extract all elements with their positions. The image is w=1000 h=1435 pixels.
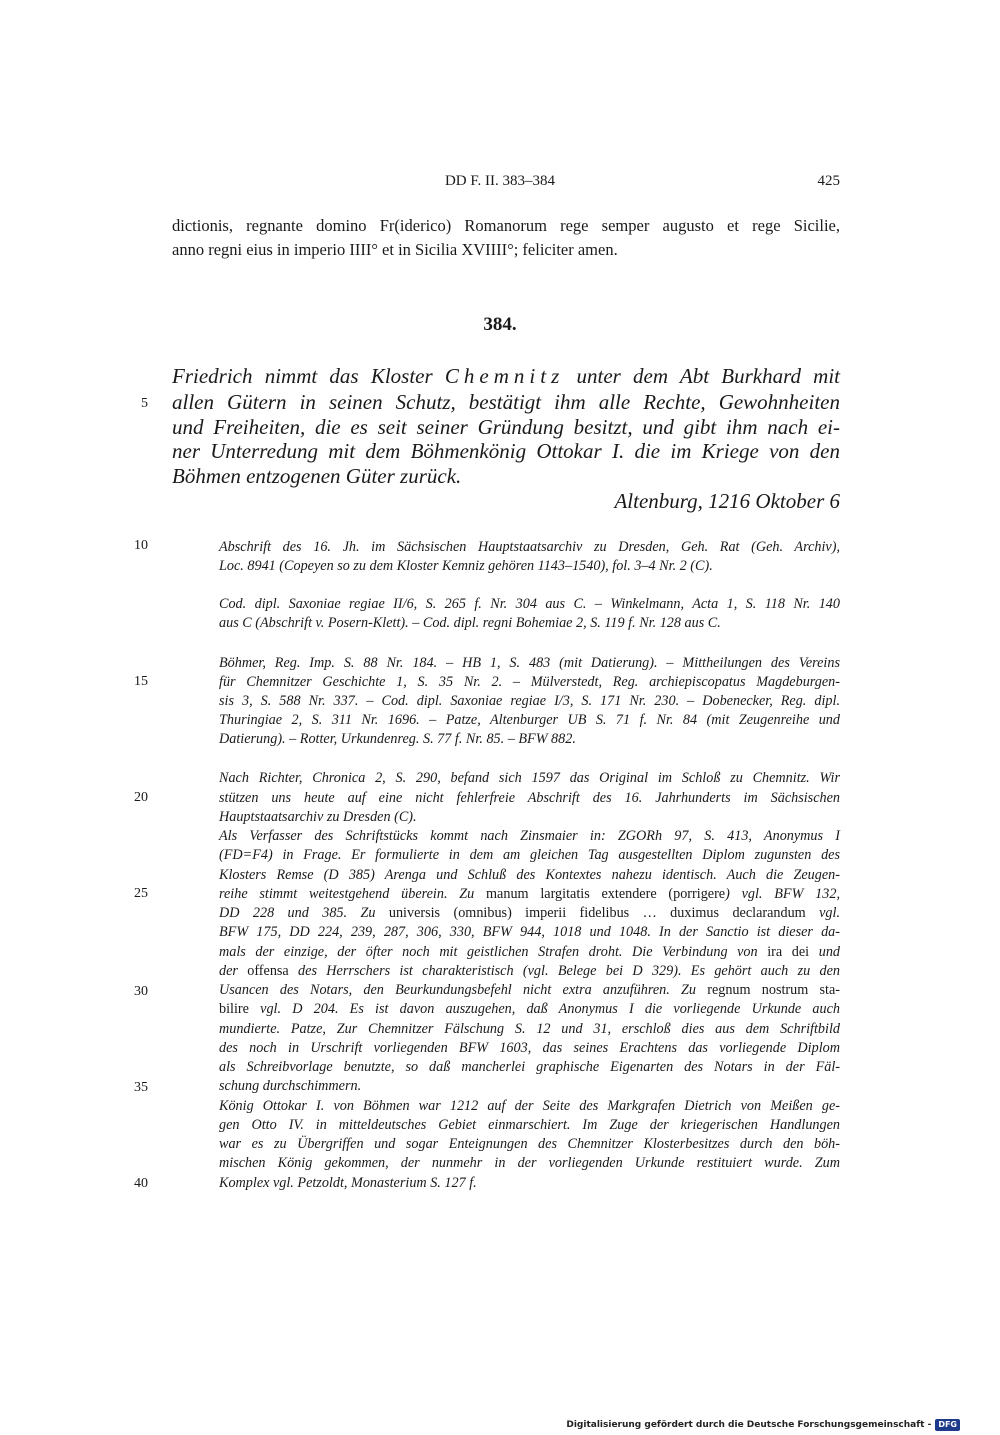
place-name-spaced: Chemnitz: [444, 364, 565, 388]
note-line: [219, 905, 840, 922]
note-line: Datierung). – Rotter, Urkundenreg. S. 77 f. Nr. 85. – BFW 882.: [219, 731, 576, 747]
note-line: [219, 886, 840, 903]
note-line: Loc. 8941 (Copeyen so zu dem Kloster Kemniz gehören 1143–1540), fol. 3–4 Nr. 2 (C).: [219, 558, 713, 574]
note-text: und: [809, 944, 841, 960]
note-line: [219, 963, 840, 980]
note-line: stützen uns heute auf eine nicht fehlerfreie Abschrift des 16. Jahrhunderts im Sächsischen: [219, 790, 840, 806]
note-line: aus C (Abschrift v. Posern-Klett). – Cod. dipl. regni Bohemiae 2, S. 119 f. Nr. 128 aus C.: [219, 615, 721, 631]
note-line: Komplex vgl. Petzoldt, Monasterium S. 127 f.: [219, 1175, 477, 1191]
note-line: Böhmer, Reg. Imp. S. 88 Nr. 184. – HB 1, S. 483 (mit Datierung). – Mittheilungen des Vereins: [219, 655, 840, 671]
credit-text: Digitalisierung gefördert durch die Deutsche Forschungsgemeinschaft -: [566, 1420, 932, 1430]
note-line: Thuringiae 2, S. 311 Nr. 1696. – Patze, Altenburger UB S. 71 f. Nr. 84 (mit Zeugenreihe und: [219, 712, 840, 728]
latin-quote: offensa: [247, 963, 289, 979]
line-number: 5: [141, 396, 148, 411]
regest-line: [172, 364, 840, 389]
note-line: als Schreibvorlage benutzte, so daß mancherlei graphische Eigenarten des Notars in der Fäl-: [219, 1059, 840, 1075]
continuation-line: anno regni eius in imperio IIII° et in Sicilia XVIIII°; feliciter amen.: [172, 240, 618, 259]
regest-line: und Freiheiten, die es seit seiner Gründung besitzt, und gibt ihm nach ei-: [172, 415, 840, 439]
digitization-credit: [566, 1419, 960, 1431]
line-number: 30: [134, 984, 148, 999]
note-line: war es zu Übergriffen und sogar Enteignungen des Chemnitzer Klosterbesitzes durch den böh-: [219, 1136, 840, 1152]
regest-text: unter dem Abt Burkhard mit: [576, 364, 841, 388]
note-line: Cod. dipl. Saxoniae regiae II/6, S. 265 f. Nr. 304 aus C. – Winkelmann, Acta 1, S. 118 Nr. 140: [219, 596, 840, 612]
note-text: DD 228 und 385. Zu: [219, 905, 389, 921]
latin-quote: regnum nostrum sta-: [707, 982, 840, 998]
note-line: Klosters Remse (D 385) Arenga und Schluß des Kontextes nahezu identisch. Auch die Zeugen-: [219, 867, 840, 883]
note-text: ) vgl. BFW 132,: [725, 886, 840, 902]
line-number: 25: [134, 886, 148, 901]
latin-quote: bilire: [219, 1001, 249, 1017]
note-line: mischen König gekommen, der nunmehr in der vorliegenden Urkunde restituiert wurde. Zum: [219, 1155, 840, 1171]
note-text: der: [219, 963, 248, 979]
regest-line: allen Gütern in seinen Schutz, bestätigt ihm alle Rechte, Gewohnheiten: [172, 390, 840, 414]
note-line: BFW 175, DD 224, 239, 287, 306, 330, BFW 944, 1018 und 1048. In der Sanctio ist dieser da-: [219, 924, 840, 940]
line-number: 10: [134, 538, 148, 553]
continuation-line: dictionis, regnante domino Fr(iderico) Romanorum rege semper augusto et rege Sicilie,: [172, 216, 840, 235]
note-line: schung durchschimmern.: [219, 1078, 362, 1094]
dfg-logo: DFG: [935, 1419, 960, 1431]
note-line: König Ottokar I. von Böhmen war 1212 auf der Seite des Markgrafen Dietrich von Meißen ge-: [219, 1098, 840, 1114]
note-line: [219, 982, 840, 999]
note-line: Als Verfasser des Schriftstücks kommt nach Zinsmaier in: ZGORh 97, S. 413, Anonymus I: [219, 828, 840, 844]
note-line: Nach Richter, Chronica 2, S. 290, befand sich 1597 das Original im Schloß zu Chemnitz. Wir: [219, 770, 840, 786]
note-line: Hauptstaatsarchiv zu Dresden (C).: [219, 809, 417, 825]
latin-quote: universis (omnibus) imperii fidelibus … duximus declarandum: [388, 905, 806, 921]
note-line: gen Otto IV. in mitteldeutsches Gebiet einmarschiert. Im Zuge der kriegerischen Handlungen: [219, 1117, 840, 1133]
page-number: 425: [817, 173, 840, 189]
line-number: 15: [134, 674, 148, 689]
note-line: des noch in Urschrift vorliegenden BFW 1603, das seines Erachtens das vorliegende Diplom: [219, 1040, 840, 1056]
note-line: für Chemnitzer Geschichte 1, S. 35 Nr. 2. – Mülverstedt, Reg. archiepiscopatus Magdeburgen-: [219, 674, 840, 690]
note-text: Usancen des Notars, den Beurkundungsbefehl nicht extra anzuführen. Zu: [219, 982, 708, 998]
note-line: Abschrift des 16. Jh. im Sächsischen Hauptstaatsarchiv zu Dresden, Geh. Rat (Geh. Archiv),: [219, 539, 840, 555]
note-line: (FD=F4) in Frage. Er formulierte in dem am gleichen Tag ausgestellten Diplom zugunsten des: [219, 847, 840, 863]
note-text: mals der einzige, der öfter noch mit geistlichen Strafen droht. Die Verbindung von: [219, 944, 768, 960]
regest-text: Friedrich nimmt das Kloster: [172, 364, 433, 388]
note-text: vgl. D 204. Es ist davon auszugehen, daß Anonymus I die vorliegende Urkunde auch: [248, 1001, 840, 1017]
regest-line: ner Unterredung mit dem Böhmenkönig Ottokar I. die im Kriege von den: [172, 439, 840, 463]
note-line: mundierte. Patze, Zur Chemnitzer Fälschung S. 12 und 31, erschloß dies aus dem Schriftbild: [219, 1021, 840, 1037]
running-title: DD F. II. 383–384: [444, 173, 556, 189]
note-line: [219, 944, 840, 961]
note-text: des Herrschers ist charakteristisch (vgl. Belege bei D 329). Es gehört auch zu den: [288, 963, 840, 979]
note-line: [219, 1001, 840, 1018]
note-text: vgl.: [805, 905, 840, 921]
regest-line: Böhmen entzogenen Güter zurück.: [172, 464, 462, 488]
latin-quote: ira dei: [767, 944, 810, 960]
note-line: sis 3, S. 588 Nr. 337. – Cod. dipl. Saxoniae regiae I/3, S. 171 Nr. 230. – Dobenecker, Reg. dipl.: [219, 693, 840, 709]
document-number: 384.: [483, 314, 517, 335]
line-number: 20: [134, 790, 148, 805]
line-number: 40: [134, 1176, 148, 1191]
note-text: reihe stimmt weitestgehend überein. Zu: [219, 886, 487, 902]
latin-quote: manum largitatis extendere (porrigere: [486, 886, 726, 902]
dateline: Altenburg, 1216 Oktober 6: [614, 489, 840, 513]
line-number: 35: [134, 1080, 148, 1095]
